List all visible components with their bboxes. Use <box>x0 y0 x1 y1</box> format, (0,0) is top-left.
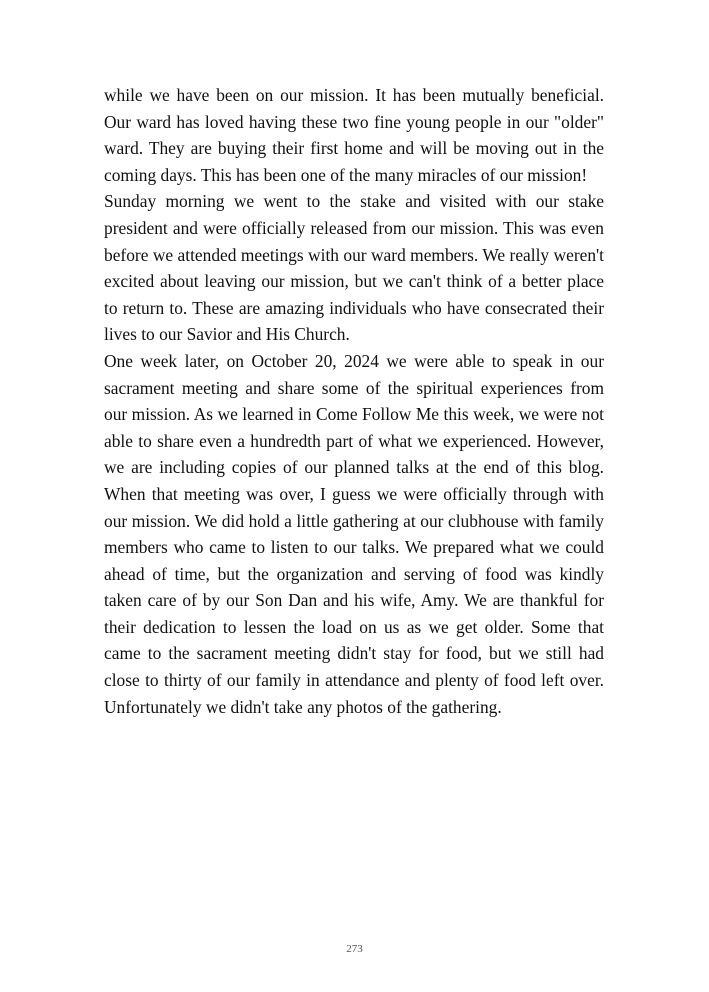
paragraph-release-from-mission: Sunday morning we went to the stake and visited with our stake president and were officially released from our mission. This was even before we attended meetings with our ward members. We really weren't excited about leaving our mission, but we can't think of a better place to return to. These are amazing individuals who have consecrated their lives to our Savior and His Church. <box>104 191 604 345</box>
body-text <box>104 82 604 720</box>
paragraph-sacrament-meeting: One week later, on October 20, 2024 we were able to speak in our sacrament meeting and share some of the spiritual experiences from our mission. As we learned in Come Follow Me this week, we were not able to share even a hundredth part of what we experienced. However, we are including copies of our planned talks at the end of this blog. When that meeting was over, I guess we were officially through with our mission. We did hold a little gathering at our clubhouse with family members who came to listen to our talks. We prepared what we could ahead of time, but the organization and serving of food was kindly taken care of by our Son Dan and his wife, Amy. We are thankful for their dedication to lessen the load on us as we get older. Some that came to the sacrament meeting didn't stay for food, but we still had close to thirty of our family in attendance and plenty of food left over. Unfortunately we didn't take any photos of the gathering. <box>104 350 604 717</box>
page-number: 273 <box>346 943 363 955</box>
paragraph-mission-continuation: while we have been on our mission. It has been mutually beneficial. Our ward has loved having these two fine young people in our "older" ward. They are buying their first home and will be moving out in the coming days. This has been one of the many miracles of our mission! <box>104 85 604 185</box>
